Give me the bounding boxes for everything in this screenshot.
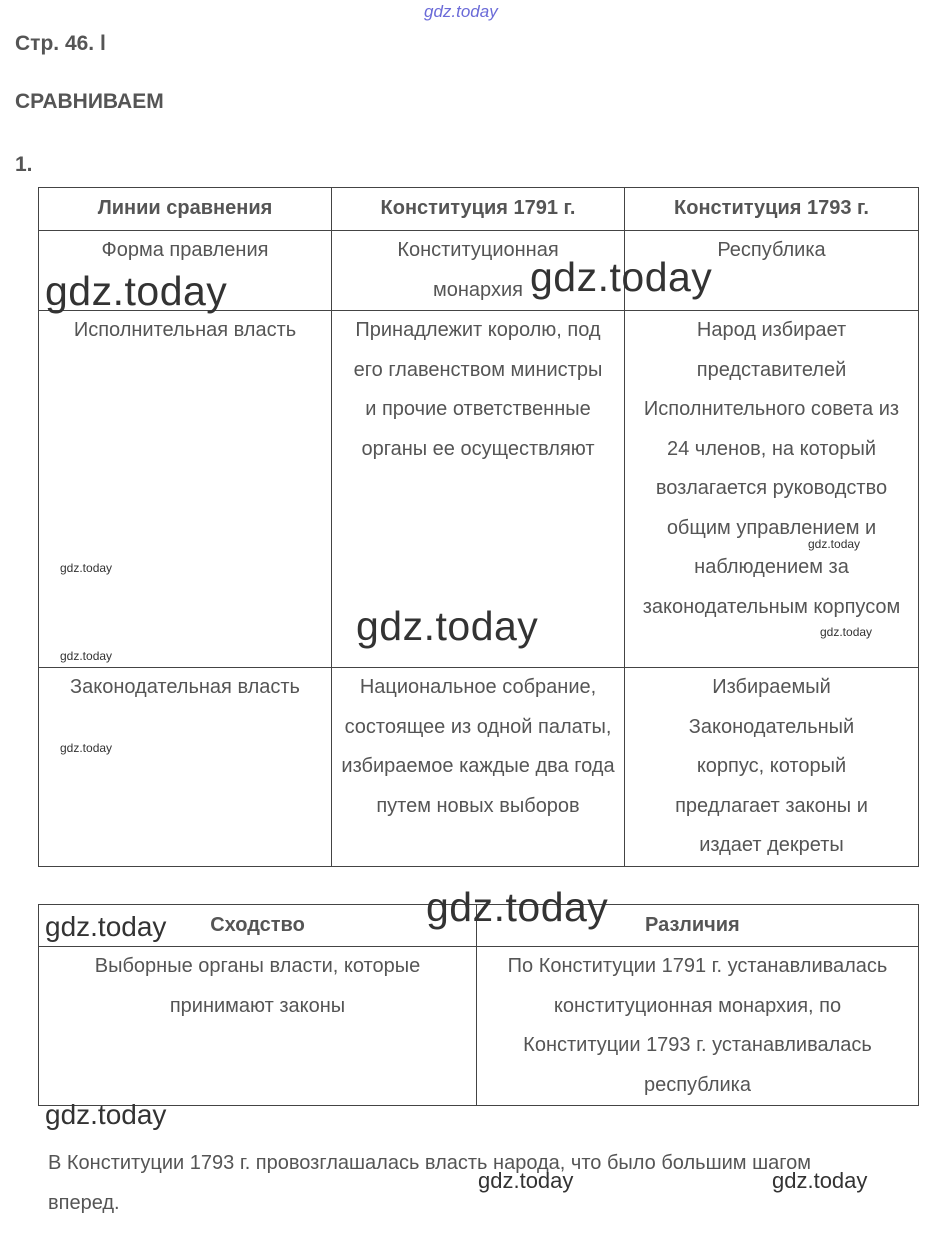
watermark: gdz.today bbox=[45, 911, 167, 942]
table-header-row bbox=[39, 188, 919, 231]
watermark: gdz.today bbox=[808, 537, 861, 551]
table-cell: По Конституции 1791 г. устанавливалась конституционная монархия, по Конституции 1793 г. устанавливалась республика bbox=[477, 947, 919, 1106]
watermark: gdz.today bbox=[60, 741, 113, 755]
watermark: gdz.today bbox=[820, 625, 873, 639]
table-cell: Исполнительная власть bbox=[39, 311, 332, 668]
table-cell: Республика bbox=[625, 231, 919, 311]
table-cell: Конституционная монархия bbox=[332, 231, 625, 311]
watermark: gdz.today bbox=[530, 254, 713, 300]
column-header: Различия bbox=[477, 905, 919, 947]
table-cell: Законодательная власть bbox=[39, 668, 332, 867]
section-title: СРАВНИВАЕМ bbox=[15, 90, 164, 113]
watermark: gdz.today bbox=[424, 2, 498, 21]
table-cell: Принадлежит королю, под его главенством министры и прочие ответственные органы ее осуществляют bbox=[332, 311, 625, 668]
watermark: gdz.today bbox=[356, 603, 539, 649]
watermark: gdz.today bbox=[45, 1099, 167, 1130]
table-cell: Народ избирает представителей Исполнительного совета из 24 членов, на который возлагается руководство общим управлением и наблюдением за законодательным корпусом bbox=[625, 311, 919, 668]
watermark: gdz.today bbox=[772, 1168, 868, 1193]
page-reference: Стр. 46. l bbox=[15, 32, 106, 55]
table-cell: Избираемый Законодательный корпус, который предлагает законы и издает декреты bbox=[625, 668, 919, 867]
watermark: gdz.today bbox=[426, 884, 609, 930]
table-row bbox=[39, 947, 919, 1106]
column-header: Линии сравнения bbox=[39, 188, 332, 231]
table-cell: Национальное собрание, состоящее из одной палаты, избираемое каждые два года путем новых выборов bbox=[332, 668, 625, 867]
watermark: gdz.today bbox=[60, 561, 113, 575]
watermark: gdz.today bbox=[478, 1168, 574, 1193]
watermark: gdz.today bbox=[60, 649, 113, 663]
column-header: Сходство bbox=[39, 905, 477, 947]
task-number: 1. bbox=[15, 153, 33, 176]
watermark: gdz.today bbox=[45, 268, 228, 314]
column-header: Конституция 1791 г. bbox=[332, 188, 625, 231]
similarity-differences-table bbox=[38, 904, 919, 1106]
table-cell: Выборные органы власти, которые принимают законы bbox=[39, 947, 477, 1106]
conclusion-text: В Конституции 1793 г. провозглашалась власть народа, что было большим шагом вперед. bbox=[48, 1152, 811, 1214]
table-cell: Форма правления bbox=[39, 231, 332, 311]
table-row bbox=[39, 668, 919, 867]
column-header: Конституция 1793 г. bbox=[625, 188, 919, 231]
